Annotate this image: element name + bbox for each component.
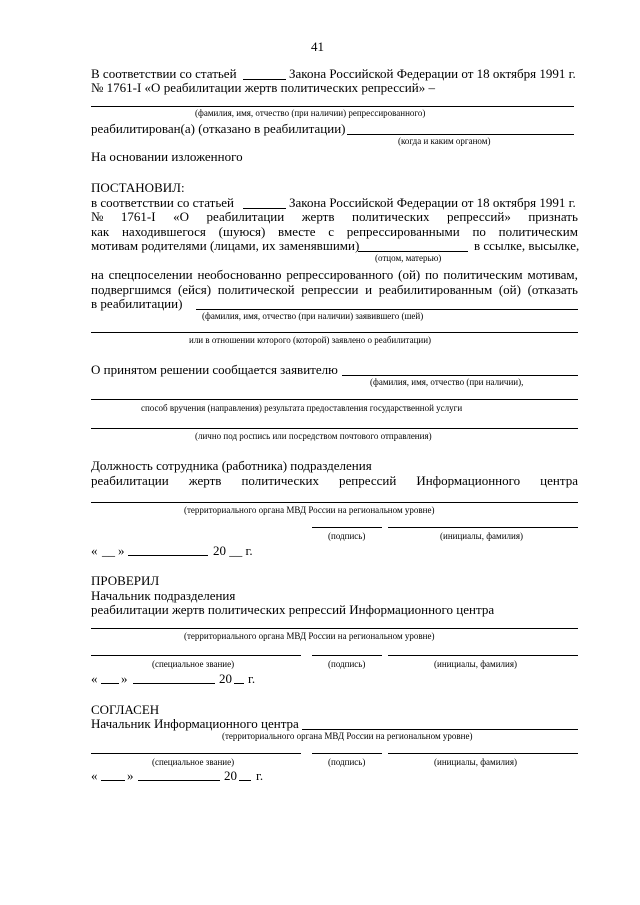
page-number: 41 <box>311 39 324 54</box>
agreed-day-line <box>101 780 125 781</box>
w: 1761-I <box>120 209 156 224</box>
w: мотивам, <box>527 267 578 282</box>
agreed-heading: СОГЛАСЕН <box>91 702 160 717</box>
w: Информационного <box>416 473 521 488</box>
father-mother-line <box>358 251 468 252</box>
w: необоснованно <box>197 267 282 282</box>
rehabilitated-text: реабилитирован(а) (отказано в реабилитации) <box>91 121 346 136</box>
agreed-rank-line <box>91 753 301 754</box>
employee-initials-line <box>388 527 578 528</box>
caption-father-mother: (отцом, матерью) <box>375 253 442 263</box>
w: как <box>91 224 110 239</box>
w: (шуюся) <box>218 224 266 239</box>
w: политической <box>217 282 295 297</box>
w: жертв <box>188 473 222 488</box>
decree-line5 <box>91 267 578 283</box>
checked-initials-line <box>388 655 578 656</box>
agreed-initials-line <box>388 753 578 754</box>
checked-year-line <box>234 683 244 684</box>
intro-line2: № 1761-I «О реабилитации жертв политических репрессий» – <box>91 80 435 95</box>
employee-date-close: » <box>118 543 125 558</box>
w: реабилитации <box>206 209 285 224</box>
w: политическим <box>443 267 523 282</box>
checked-territorial-line <box>91 628 578 629</box>
checked-date-year: 20 <box>219 671 232 686</box>
caption-notify-fio: (фамилия, имя, отчество (при наличии), <box>370 377 524 387</box>
w: жертв <box>301 209 335 224</box>
caption-checked-initials: (инициалы, фамилия) <box>434 659 517 669</box>
decree-line1-a: в соответствии со статьей <box>91 195 234 210</box>
checked-signature-line <box>312 655 382 656</box>
caption-about-whom: или в отношении которого (которой) заявлено о реабилитации) <box>189 335 432 345</box>
method-line <box>91 399 578 400</box>
caption-employee-territorial: (территориального органа МВД России на региональном уровне) <box>184 505 435 515</box>
decree-line4-a: мотивам родителями (лицами, их заменявшими) <box>91 238 360 253</box>
w: по <box>425 267 439 282</box>
checked-heading: ПРОВЕРИЛ <box>91 573 160 588</box>
caption-method: способ вручения (направления) результата предоставления государственной услуги <box>141 403 463 413</box>
notify-fio-line <box>342 375 578 376</box>
w: политическим <box>498 224 578 239</box>
checked-date-open: « <box>91 671 98 686</box>
decree-line4-b: в ссылке, высылке, <box>474 238 580 253</box>
w: центра <box>540 473 578 488</box>
caption-fio-applicant: (фамилия, имя, отчество (при наличии) заявившего (шей) <box>202 311 424 321</box>
caption-agreed-territorial: (территориального органа МВД России на региональном уровне) <box>222 731 473 741</box>
w: реабилитации <box>91 473 169 488</box>
w: репрессированного <box>286 267 394 282</box>
employee-signature-line <box>312 527 382 528</box>
w: (ой) <box>398 267 421 282</box>
checked-date-suffix: г. <box>248 671 256 686</box>
employee-line1: Должность сотрудника (работника) подразделения <box>91 458 372 473</box>
agreed-date-suffix: г. <box>256 768 264 783</box>
employee-month-line <box>128 555 208 556</box>
caption-fio-repressed: (фамилия, имя, отчество (при наличии) репрессированного) <box>195 108 426 118</box>
w: № <box>91 209 104 224</box>
w: репрессии <box>301 282 359 297</box>
employee-date-day: __ <box>102 543 115 558</box>
caption-agreed-initials: (инициалы, фамилия) <box>434 757 517 767</box>
decree-line7: в реабилитации) <box>91 296 183 311</box>
agreed-date-close: » <box>127 768 134 783</box>
agreed-line1: Начальник Информационного центра <box>91 716 299 731</box>
agreed-year-line <box>239 780 251 781</box>
caption-personal: (лично под роспись или посредством почтового отправления) <box>195 431 432 441</box>
personal-line <box>91 428 578 429</box>
checked-line1: Начальник подразделения <box>91 588 236 603</box>
checked-month-line <box>133 683 215 684</box>
decree-heading: ПОСТАНОВИЛ: <box>91 180 185 195</box>
based-on-text: На основании изложенного <box>91 149 243 164</box>
checked-rank-line <box>91 655 301 656</box>
caption-when-who: (когда и каким органом) <box>398 136 491 146</box>
caption-checked-signature: (подпись) <box>328 659 366 669</box>
caption-agreed-rank: (специальное звание) <box>152 757 235 767</box>
caption-employee-initials: (инициалы, фамилия) <box>440 531 523 541</box>
w: находившегося <box>121 224 206 239</box>
when-who-line <box>347 134 574 135</box>
w: признать <box>528 209 578 224</box>
agreed-center-line <box>302 729 578 730</box>
w: политических <box>241 473 320 488</box>
intro-line1-a: В соответствии со статьей <box>91 66 237 81</box>
agreed-month-line <box>138 780 220 781</box>
checked-date-close: » <box>121 671 128 686</box>
w: репрессий» <box>447 209 511 224</box>
decree-line1-b: Закона Российской Федерации от 18 октября 1991 г. <box>289 195 576 210</box>
checked-day-line <box>101 683 119 684</box>
decree-line2 <box>91 209 578 225</box>
w: реабилитированным <box>378 282 493 297</box>
caption-checked-territorial: (территориального органа МВД России на региональном уровне) <box>184 631 435 641</box>
caption-checked-rank: (специальное звание) <box>152 659 235 669</box>
caption-employee-signature: (подпись) <box>328 531 366 541</box>
employee-territorial-line <box>91 502 578 503</box>
w: на <box>91 267 104 282</box>
w: и <box>365 282 373 297</box>
employee-date-open: « <box>91 543 98 558</box>
fio-applicant-line <box>196 309 578 310</box>
notify-text: О принятом решении сообщается заявителю <box>91 362 338 377</box>
w: репрессированными <box>346 224 460 239</box>
agreed-date-open: « <box>91 768 98 783</box>
w: репрессий <box>339 473 397 488</box>
w: спецпоселении <box>108 267 193 282</box>
intro-line1-b: Закона Российской Федерации от 18 октября 1991 г. <box>289 66 576 81</box>
w: подвергшимся <box>91 282 172 297</box>
w: (ой) <box>498 282 521 297</box>
w: вместе <box>278 224 316 239</box>
employee-line2 <box>91 473 578 489</box>
w: «О <box>173 209 189 224</box>
caption-agreed-signature: (подпись) <box>328 757 366 767</box>
checked-line2: реабилитации жертв политических репрессий Информационного центра <box>91 602 495 617</box>
agreed-signature-line <box>312 753 382 754</box>
w: политических <box>351 209 430 224</box>
about-whom-line <box>91 332 578 333</box>
fio-repressed-line <box>91 106 574 107</box>
w: по <box>472 224 486 239</box>
agreed-date-year: 20 <box>224 768 237 783</box>
employee-date-year: 20 __ г. <box>213 543 253 558</box>
w: с <box>328 224 335 239</box>
w: (отказать <box>527 282 578 297</box>
w: (ейся) <box>177 282 212 297</box>
